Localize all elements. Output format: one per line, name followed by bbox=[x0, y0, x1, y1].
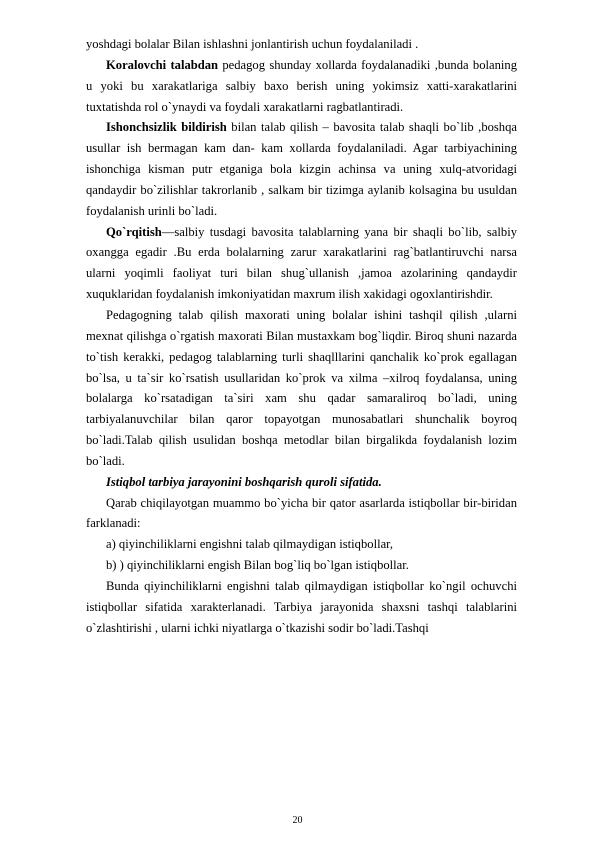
term-ishonchsizlik: Ishonchsizlik bildirish bbox=[106, 120, 227, 135]
list-item-a: a) qiyinchiliklarni engishni talab qilmaydigan istiqbollar, bbox=[106, 537, 393, 552]
term-qorqitish: Qo`rqitish bbox=[106, 224, 162, 239]
paragraph-qarab: Qarab chiqilayotgan muammo bo`yicha bir qator asarlarda istiqbollar bir-biridan farklanadi: bbox=[86, 495, 517, 531]
paragraph-bunda: Bunda qiyinchiliklarni engishni talab qilmaydigan istiqbollar ko`ngil ochuvchi istiqbollar sifatida xarakterlanadi. Tarbiya jarayonida shaxsni tashqi talablarini o`zlashtirishi , ularni ichki niyatlarga o`tkazishi sodir bo`ladi.Tashqi bbox=[86, 578, 517, 635]
paragraph-text: pedagog shunday xollarda foydalanadiki ,bunda bolaning u yoki bu xarakatlariga salbiy baxo berish uning yokimsiz xatti-xarakatlarini tuxtatishda rol o`ynaydi va foydali xarakatlarni ragbatlantiradi. bbox=[86, 57, 517, 114]
paragraph-qorqitish bbox=[86, 222, 517, 305]
paragraph-text: bilan talab qilish – bavosita talab shaqli bo`lib ,boshqa usullar ish bermagan kam dan- kam xollarda foydalaniladi. Agar tarbiyachining ishonchiga kisman putr etganiga bola kizgin achinsa va uning xulq-atvoridagi qandaydir bo`zilishlar takrorlanib , salkam bir tizimga aylanib kolsagina bu usuldan foydalanish urinli bo`ladi. bbox=[86, 120, 517, 218]
document-page bbox=[86, 34, 517, 638]
paragraph-koralovchi bbox=[86, 55, 517, 118]
list-item-b: b) ) qiyinchiliklarni engish Bilan bog`liq bo`lgan istiqbollar. bbox=[106, 558, 409, 573]
paragraph-pedagog: Pedagogning talab qilish maxorati uning bolalar ishini tashqil qilish ,ularni mexnat qilishga o`rgatish maxorati Bilan mustaxkam bog`liqdir. Biroq shuni nazarda to`tish kerakki, pedagog talablarning turli shaqlllarini qanchalik ko`prok egallagan bo`lsa, u ta`sir ko`rsatish usullaridan ko`prok va xilma –xilroq foydalansa, uning bolalarga ko`rsatadigan ta`siri xam shu qadar samaraliroq bo`ladi, uning tarbiyalanuvchilar bilan qaror topayotgan munosabatlari shunchalik boyroq bo`ladi.Talab qilish usulidan boshqa metodlar bilan birgalikda foydalanish lozim bo`ladi. bbox=[86, 307, 517, 468]
section-heading: Istiqbol tarbiya jarayonini boshqarish quroli sifatida. bbox=[106, 474, 382, 489]
paragraph-text: —salbiy tusdagi bavosita talablarning yana bir shaqli bo`lib, salbiy oxangga egadir .Bu erda bolalarning zarur xarakatlarini rag`batlantiruvchi narsa ularni yoqimli faoliyat turi bilan shug`ullanish ,jamoa azolarining qandaydir xuquklaridan foydalanish imkoniyatidan maxrum ilish xakidagi ogoxlantirishdir. bbox=[86, 224, 517, 302]
paragraph-intro: yoshdagi bolalar Bilan ishlashni jonlantirish uchun foydalaniladi . bbox=[86, 37, 419, 51]
page-number: 20 bbox=[292, 815, 303, 826]
paragraph-ishonchsizlik bbox=[86, 117, 517, 221]
term-koralovchi: Koralovchi talabdan bbox=[106, 57, 219, 72]
